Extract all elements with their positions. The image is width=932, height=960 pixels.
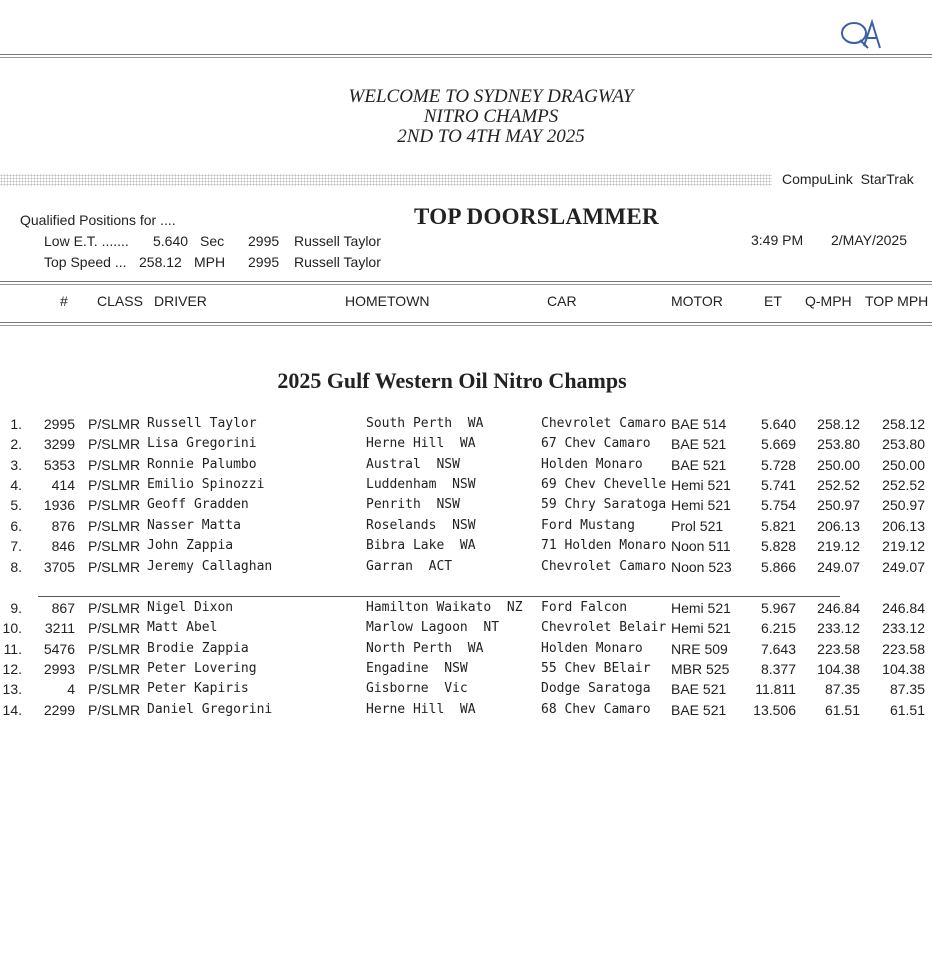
- row-hometown: Herne Hill WA: [366, 702, 476, 717]
- row-et: 5.754: [760, 497, 796, 513]
- row-hometown: Hamilton Waikato NZ: [366, 600, 523, 615]
- event-title: 2025 Gulf Western Oil Nitro Champs: [277, 368, 627, 393]
- row-driver: Nasser Matta: [147, 518, 241, 533]
- row-car: Chevrolet Belair: [541, 620, 667, 635]
- row-top-mph: 219.12: [882, 538, 925, 554]
- col-header-class: CLASS: [97, 293, 143, 309]
- table-row: [0, 518, 932, 538]
- row-class: P/SLMR: [88, 641, 141, 657]
- row-position: 3.: [10, 457, 22, 473]
- row-et: 5.640: [760, 416, 796, 432]
- row-position: 2.: [10, 436, 22, 452]
- row-class: P/SLMR: [88, 436, 141, 452]
- row-q-mph: 219.12: [817, 538, 860, 554]
- row-driver: Brodie Zappia: [147, 641, 249, 656]
- row-top-mph: 250.00: [882, 457, 925, 473]
- row-et: 6.215: [760, 620, 796, 636]
- row-class: P/SLMR: [88, 702, 141, 718]
- top-rule: [0, 54, 932, 58]
- table-row: [0, 477, 932, 497]
- row-motor: Prol 521: [671, 518, 724, 534]
- row-motor: Hemi 521: [671, 620, 731, 636]
- row-motor: BAE 514: [671, 416, 727, 432]
- low-et-car-no: 2995: [248, 233, 280, 249]
- row-class: P/SLMR: [88, 538, 141, 554]
- row-motor: NRE 509: [671, 641, 728, 657]
- row-position: 10.: [2, 620, 22, 636]
- row-top-mph: 258.12: [882, 416, 925, 432]
- row-hometown: South Perth WA: [366, 416, 484, 431]
- row-motor: BAE 521: [671, 457, 727, 473]
- row-driver: Nigel Dixon: [147, 600, 234, 615]
- welcome-line-3: 2ND TO 4TH MAY 2025: [397, 126, 585, 147]
- row-car-number: 1936: [43, 497, 75, 513]
- row-car-number: 3705: [43, 559, 75, 575]
- row-position: 13.: [2, 681, 22, 697]
- row-top-mph: 223.58: [882, 641, 925, 657]
- row-car: Ford Falcon: [541, 600, 628, 615]
- row-q-mph: 250.97: [817, 497, 860, 513]
- col-header-top-mph: TOP MPH: [865, 293, 929, 309]
- row-top-mph: 87.35: [889, 681, 925, 697]
- row-hometown: Marlow Lagoon NT: [366, 620, 500, 635]
- col-header-number: #: [60, 293, 68, 309]
- row-motor: Noon 523: [671, 559, 732, 575]
- system-label: CompuLink StarTrak: [782, 171, 914, 187]
- row-top-mph: 104.38: [882, 661, 925, 677]
- row-q-mph: 104.38: [817, 661, 860, 677]
- row-et: 13.506: [753, 702, 796, 718]
- col-header-hometown: HOMETOWN: [345, 293, 430, 309]
- row-position: 8.: [10, 559, 22, 575]
- row-car: 59 Chry Saratoga: [541, 497, 667, 512]
- top-speed-unit: MPH: [194, 254, 226, 270]
- row-et: 5.967: [760, 600, 796, 616]
- qa-stamp-logo: [838, 18, 884, 52]
- row-driver: Ronnie Palumbo: [147, 457, 257, 472]
- table-row: [0, 538, 932, 558]
- row-class: P/SLMR: [88, 559, 141, 575]
- row-position: 9.: [10, 600, 22, 616]
- row-position: 5.: [10, 497, 22, 513]
- row-position: 7.: [10, 538, 22, 554]
- row-car-number: 2995: [43, 416, 75, 432]
- row-q-mph: 233.12: [817, 620, 860, 636]
- row-hometown: Luddenham NSW: [366, 477, 476, 492]
- low-et-value: 5.640: [153, 233, 189, 249]
- report-date: 2/MAY/2025: [831, 232, 908, 248]
- row-top-mph: 250.97: [882, 497, 925, 513]
- row-car: 55 Chev BElair: [541, 661, 651, 676]
- row-top-mph: 253.80: [882, 436, 925, 452]
- row-q-mph: 61.51: [824, 702, 860, 718]
- table-row: [0, 641, 932, 661]
- row-hometown: Gisborne Vic: [366, 681, 468, 696]
- row-et: 5.821: [760, 518, 796, 534]
- row-driver: Jeremy Callaghan: [147, 559, 273, 574]
- row-motor: Hemi 521: [671, 497, 731, 513]
- row-et: 5.728: [760, 457, 796, 473]
- row-car: Ford Mustang: [541, 518, 635, 533]
- row-driver: Emilio Spinozzi: [147, 477, 265, 492]
- low-et-label: Low E.T. .......: [44, 233, 129, 249]
- row-et: 5.828: [760, 538, 796, 554]
- row-top-mph: 206.13: [882, 518, 925, 534]
- row-class: P/SLMR: [88, 600, 141, 616]
- row-class: P/SLMR: [88, 681, 141, 697]
- row-hometown: Bibra Lake WA: [366, 538, 476, 553]
- col-header-q-mph: Q-MPH: [805, 293, 852, 309]
- top-speed-label: Top Speed ...: [44, 254, 127, 270]
- low-et-driver: Russell Taylor: [294, 233, 381, 249]
- row-hometown: North Perth WA: [366, 641, 484, 656]
- row-et: 5.669: [760, 436, 796, 452]
- row-driver: Peter Kapiris: [147, 681, 249, 696]
- row-position: 6.: [10, 518, 22, 534]
- row-driver: Lisa Gregorini: [147, 436, 257, 451]
- row-motor: BAE 521: [671, 436, 727, 452]
- row-car-number: 3211: [44, 620, 75, 636]
- row-top-mph: 61.51: [889, 702, 925, 718]
- row-driver: Russell Taylor: [147, 416, 257, 431]
- row-position: 12.: [2, 661, 22, 677]
- row-q-mph: 250.00: [817, 457, 860, 473]
- row-motor: Hemi 521: [671, 477, 731, 493]
- row-driver: Peter Lovering: [147, 661, 257, 676]
- row-q-mph: 246.84: [817, 600, 860, 616]
- row-car-number: 846: [51, 538, 75, 554]
- table-row: [0, 661, 932, 681]
- table-row: [0, 620, 932, 640]
- row-hometown: Garran ACT: [366, 559, 453, 574]
- low-et-record: [0, 233, 400, 251]
- table-row: [0, 457, 932, 477]
- welcome-line-2: NITRO CHAMPS: [423, 106, 559, 127]
- row-q-mph: 223.58: [817, 641, 860, 657]
- row-et: 5.866: [760, 559, 796, 575]
- table-row: [0, 702, 932, 722]
- row-position: 1.: [10, 416, 22, 432]
- row-motor: BAE 521: [671, 681, 727, 697]
- top-speed-driver: Russell Taylor: [294, 254, 381, 270]
- col-header-car: CAR: [547, 293, 577, 309]
- row-q-mph: 249.07: [817, 559, 860, 575]
- top-speed-value: 258.12: [139, 254, 182, 270]
- table-row: [0, 600, 932, 620]
- row-class: P/SLMR: [88, 661, 141, 677]
- col-header-et: ET: [764, 293, 782, 309]
- row-car-number: 4: [67, 681, 75, 697]
- qualified-label: Qualified Positions for ....: [20, 212, 176, 228]
- row-motor: Noon 511: [671, 538, 731, 554]
- row-car: 68 Chev Camaro: [541, 702, 651, 717]
- table-row: [0, 559, 932, 579]
- row-car: Chevrolet Camaro: [541, 416, 667, 431]
- welcome-line-1: WELCOME TO SYDNEY DRAGWAY: [348, 86, 634, 107]
- row-car: 71 Holden Monaro: [541, 538, 667, 553]
- row-et: 11.811: [755, 681, 796, 697]
- row-car-number: 5353: [43, 457, 75, 473]
- row-top-mph: 249.07: [882, 559, 925, 575]
- top-speed-record: [0, 254, 400, 272]
- row-q-mph: 87.35: [824, 681, 860, 697]
- class-title: TOP DOORSLAMMER: [414, 204, 659, 229]
- row-car-number: 2993: [43, 661, 75, 677]
- row-hometown: Austral NSW: [366, 457, 460, 472]
- row-car: Holden Monaro: [541, 457, 643, 472]
- row-et: 5.741: [760, 477, 796, 493]
- table-row: [0, 497, 932, 517]
- dotted-band: [0, 174, 772, 186]
- row-car: Chevrolet Camaro: [541, 559, 667, 574]
- row-motor: Hemi 521: [671, 600, 731, 616]
- report-time: 3:49 PM: [751, 232, 804, 248]
- qualifier-cutoff-line: [38, 596, 840, 597]
- row-car-number: 3299: [43, 436, 75, 452]
- row-car-number: 876: [51, 518, 75, 534]
- row-class: P/SLMR: [88, 620, 141, 636]
- row-et: 7.643: [760, 641, 796, 657]
- col-header-motor: MOTOR: [671, 293, 723, 309]
- row-hometown: Roselands NSW: [366, 518, 476, 533]
- table-row: [0, 416, 932, 436]
- row-car-number: 5476: [43, 641, 75, 657]
- row-driver: Matt Abel: [147, 620, 218, 635]
- row-motor: MBR 525: [671, 661, 730, 677]
- table-row: [0, 436, 932, 456]
- row-q-mph: 252.52: [817, 477, 860, 493]
- row-et: 8.377: [760, 661, 796, 677]
- row-driver: Geoff Gradden: [147, 497, 249, 512]
- row-top-mph: 233.12: [882, 620, 925, 636]
- header-rule-bottom: [0, 322, 932, 326]
- row-car: 67 Chev Camaro: [541, 436, 651, 451]
- row-position: 14.: [2, 702, 22, 718]
- row-top-mph: 246.84: [882, 600, 925, 616]
- row-car-number: 414: [51, 477, 75, 493]
- row-q-mph: 258.12: [817, 416, 860, 432]
- row-class: P/SLMR: [88, 518, 141, 534]
- row-driver: Daniel Gregorini: [147, 702, 273, 717]
- row-motor: BAE 521: [671, 702, 727, 718]
- row-hometown: Herne Hill WA: [366, 436, 476, 451]
- row-top-mph: 252.52: [882, 477, 925, 493]
- row-position: 4.: [10, 477, 22, 493]
- row-car: 69 Chev Chevelle: [541, 477, 667, 492]
- row-car-number: 867: [51, 600, 75, 616]
- row-q-mph: 206.13: [817, 518, 860, 534]
- row-car-number: 2299: [43, 702, 75, 718]
- row-hometown: Engadine NSW: [366, 661, 468, 676]
- row-car: Holden Monaro: [541, 641, 643, 656]
- row-q-mph: 253.80: [817, 436, 860, 452]
- row-hometown: Penrith NSW: [366, 497, 460, 512]
- row-class: P/SLMR: [88, 497, 141, 513]
- row-class: P/SLMR: [88, 457, 141, 473]
- table-row: [0, 681, 932, 701]
- col-header-driver: DRIVER: [154, 293, 207, 309]
- row-driver: John Zappia: [147, 538, 234, 553]
- row-class: P/SLMR: [88, 416, 141, 432]
- row-car: Dodge Saratoga: [541, 681, 651, 696]
- top-speed-car-no: 2995: [248, 254, 280, 270]
- row-position: 11.: [3, 641, 22, 657]
- low-et-unit: Sec: [200, 233, 225, 249]
- header-rule-top: [0, 281, 932, 285]
- row-class: P/SLMR: [88, 477, 141, 493]
